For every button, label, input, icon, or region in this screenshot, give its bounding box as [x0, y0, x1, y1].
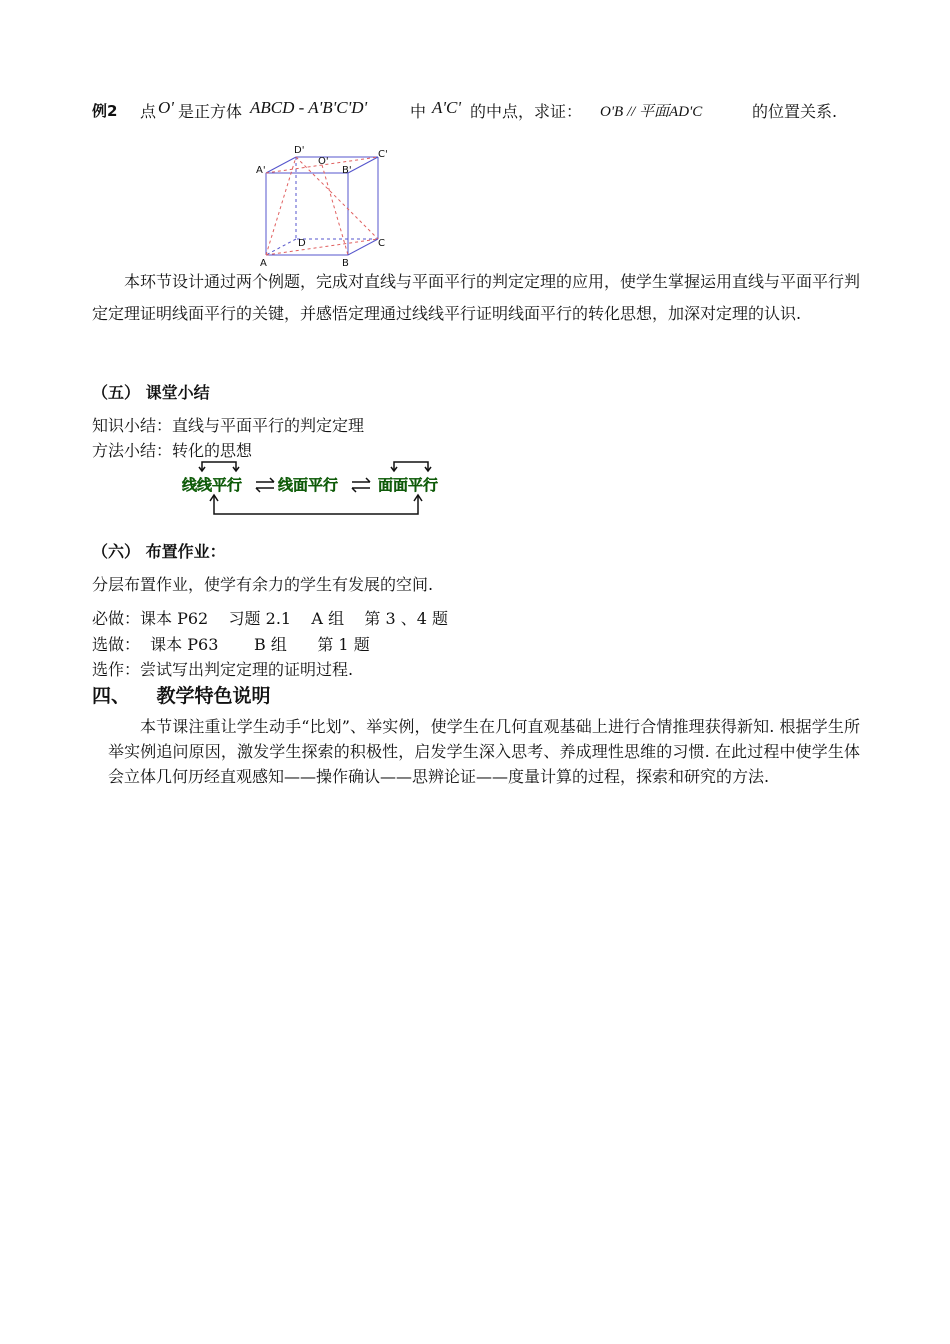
aux-AD1 — [266, 157, 296, 255]
section4-body: 本节课注重让学生动手“比划”、举实例，使学生在几何直观基础上进行合情推理获得新知. 根据学生所举实例追问原因，激发学生探索的积极性，启发学生深入思考、养成理性思维的习惯. 在此过程中使学生体会立体几何历经直观感知——操作确认——思辨论证——度量计算的过程，探索和研究的方法. — [108, 717, 860, 786]
label-C: C — [378, 238, 385, 249]
edge-A1D1 — [266, 157, 296, 173]
flow-arrow-top-left — [202, 462, 236, 470]
flow-double-arrow-2a — [352, 478, 370, 482]
method-summary: 方法小结：转化的思想 — [92, 441, 253, 460]
homework-required: 必做：课本 P62 习题 2.1 A 组 第 3 、4 题 — [92, 609, 449, 628]
example-text-2: 是正方体 — [178, 102, 243, 121]
flow-arrow-bottom — [214, 496, 418, 514]
label-D1: D' — [294, 145, 305, 156]
example-text-1: 点 — [140, 102, 157, 121]
flow-plane-plane: 面面平行 — [378, 476, 439, 494]
example-text-5: 的位置关系. — [752, 102, 838, 121]
flow-line-line: 线线平行 — [182, 476, 243, 494]
flow-double-arrow-2b — [352, 488, 370, 492]
knowledge-summary: 知识小结：直线与平面平行的判定定理 — [92, 416, 365, 435]
label-B: B — [342, 258, 349, 268]
label-C1: C' — [378, 149, 388, 160]
label-A: A — [260, 258, 267, 268]
homework-optional: 选做： 课本 P63 B 组 第 1 题 — [92, 635, 370, 654]
claim: O'B // 平面AD'C — [600, 104, 703, 120]
intro-paragraph: 本环节设计通过两个例题，完成对直线与平面平行的判定定理的应用，使学生掌握运用直线与平面平行判定定理证明线面平行的关键，并感悟定理通过线线平行证明线面平行的转化思想，加深对定理的认识. — [92, 272, 861, 323]
homework-intro: 分层布置作业，使学有余力的学生有发展的空间. — [92, 575, 434, 594]
section6-heading: （六） 布置作业： — [92, 542, 226, 561]
flow-double-arrow-1a — [256, 478, 274, 482]
aux-D1C — [296, 157, 378, 239]
aux-AC — [266, 239, 378, 255]
section5-heading: （五） 课堂小结 — [92, 383, 210, 402]
section4-heading: 四、 教学特色说明 — [92, 685, 271, 707]
flow-line-plane: 线面平行 — [278, 476, 339, 494]
point-O1: O' — [158, 98, 174, 117]
example-text-3: 中 — [410, 102, 427, 121]
flow-double-arrow-1b — [256, 488, 274, 492]
transform-flow-diagram — [180, 456, 450, 520]
example-text-4: 的中点，求证： — [470, 102, 583, 121]
flow-arrow-top-right — [394, 462, 428, 470]
label-B1: B' — [342, 165, 352, 176]
aux-O1B — [322, 165, 348, 255]
label-A1: A' — [256, 165, 266, 176]
cube-figure — [250, 140, 400, 268]
label-O1: O' — [318, 156, 329, 167]
diagonal-name: A'C' — [432, 98, 461, 117]
example-label: 例2 — [92, 102, 118, 120]
homework-elective: 选作：尝试写出判定定理的证明过程. — [92, 660, 354, 679]
label-D: D — [298, 238, 306, 249]
cube-name: ABCD - A'B'C'D' — [250, 98, 368, 117]
